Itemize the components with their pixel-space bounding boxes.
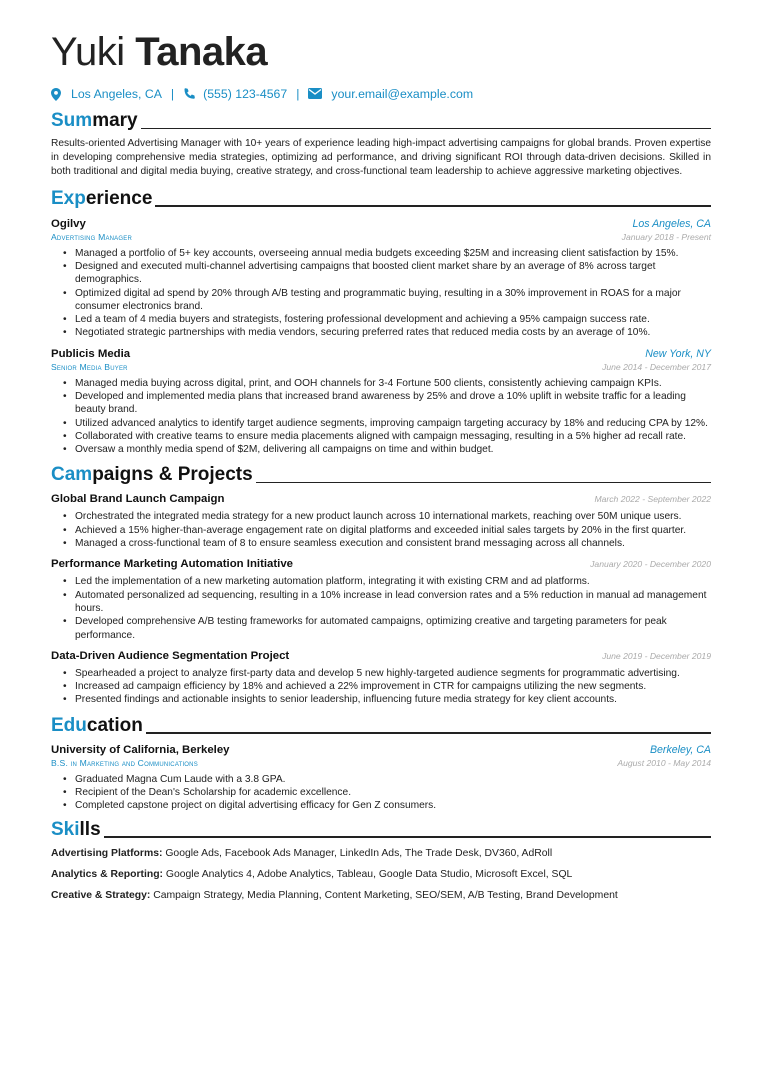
- location-text: Los Angeles, CA: [71, 87, 162, 101]
- envelope-icon: [308, 88, 326, 101]
- section-rule: [256, 482, 711, 483]
- bullet-list: [63, 510, 711, 550]
- degree: B.S. in Marketing and Communications: [51, 757, 198, 768]
- section-rule: [146, 732, 711, 733]
- contact-row: [51, 86, 711, 102]
- project-dates: June 2019 - December 2019: [602, 650, 711, 661]
- section-rule: [104, 836, 711, 837]
- project-entry: [51, 493, 711, 550]
- bullet-list: [63, 377, 711, 457]
- bullet-item: • Utilized advanced analytics to identify target audience segments, improving campaign targeting accuracy by 18% and reducing CPA by 12%.: [63, 417, 711, 430]
- skills-list: [51, 847, 711, 903]
- section-title: [51, 464, 253, 486]
- skill-values: Google Analytics 4, Adobe Analytics, Tableau, Google Data Studio, Microsoft Excel, SQL: [165, 868, 573, 880]
- bullet-item: • Increased ad campaign efficiency by 18% and achieved a 22% improvement in CTR for campaigns utilizing the new segments.: [63, 680, 711, 693]
- last-name: Tanaka: [135, 30, 268, 74]
- bullet-item: • Collaborated with creative teams to ensure media placements aligned with campaign messaging, resulting in a 5% higher ad recall rate.: [63, 430, 711, 443]
- skill-category: Creative & Strategy:: [51, 889, 151, 901]
- section-header-summary: [51, 110, 711, 132]
- project-dates: March 2022 - September 2022: [594, 494, 711, 505]
- skill-category: Advertising Platforms:: [51, 847, 163, 859]
- section-title-rest: erience: [85, 187, 153, 209]
- project-title: Data-Driven Audience Segmentation Project: [51, 649, 290, 662]
- contact-phone[interactable]: [183, 87, 287, 101]
- job-location: Los Angeles, CA: [632, 217, 711, 230]
- bullet-item: • Graduated Magna Cum Laude with a 3.8 GPA.: [63, 773, 711, 786]
- bullet-item: • Recipient of the Dean's Scholarship for academic excellence.: [63, 786, 711, 799]
- map-marker-icon: [51, 88, 66, 101]
- bullet-item: • Developed comprehensive A/B testing frameworks for automated campaigns, optimizing creative and targeting parameters for peak performance.: [63, 615, 711, 642]
- bullet-item: • Led a team of 4 media buyers and strategists, fostering professional development and achieving a 95% campaign success rate.: [63, 313, 711, 326]
- bullet-list: [63, 667, 711, 707]
- section-header-projects: [51, 464, 711, 486]
- skill-values: Google Ads, Facebook Ads Manager, LinkedIn Ads, The Trade Desk, DV360, AdRoll: [165, 847, 553, 859]
- section-rule: [141, 128, 711, 129]
- bullet-item: • Presented findings and actionable insights to senior leadership, influencing future media strategy for key client accounts.: [63, 693, 711, 706]
- bullet-item: • Negotiated strategic partnerships with media vendors, securing preferred rates that reduced media costs by an average of 10%.: [63, 326, 711, 339]
- bullet-item: • Optimized digital ad spend by 20% through A/B testing and programmatic buying, resulting in a 30% improvement in ROAS for a major consumer electronics brand.: [63, 287, 711, 314]
- bullet-item: • Managed a cross-functional team of 8 to ensure seamless execution and consistent brand messaging across all channels.: [63, 537, 711, 550]
- section-title-accent: Exp: [51, 187, 86, 209]
- skill-line: [51, 868, 711, 882]
- phone-text[interactable]: (555) 123-4567: [203, 87, 288, 101]
- section-title-rest: paigns & Projects: [92, 464, 253, 486]
- skill-values: Campaign Strategy, Media Planning, Content Marketing, SEO/SEM, A/B Testing, Brand Development: [153, 889, 618, 901]
- school-location: Berkeley, CA: [649, 743, 711, 756]
- contact-separator: |: [296, 87, 300, 101]
- contact-email[interactable]: [308, 87, 473, 101]
- section-title: [51, 715, 143, 737]
- bullet-item: • Spearheaded a project to analyze first-party data and develop 5 new highly-targeted audience segments for programmatic advertising.: [63, 667, 711, 680]
- job-role: Senior Media Buyer: [51, 361, 128, 372]
- job-dates: January 2018 - Present: [621, 231, 711, 242]
- project-entry: [51, 650, 711, 707]
- bullet-item: • Completed capstone project on digital advertising efficacy for Gen Z consumers.: [63, 799, 711, 812]
- company-name: Publicis Media: [51, 347, 131, 360]
- job-dates: June 2014 - December 2017: [602, 361, 711, 372]
- bullet-item: • Managed a portfolio of 5+ key accounts, overseeing annual media budgets exceeding $25M and increasing client satisfaction by 15%.: [63, 247, 711, 260]
- education-entry: [51, 744, 711, 813]
- bullet-item: • Oversaw a monthly media spend of $2M, delivering all campaigns on time and within budget.: [63, 443, 711, 456]
- phone-icon: [183, 88, 198, 101]
- section-title-accent: Ski: [51, 818, 80, 840]
- skill-line: [51, 889, 711, 903]
- skill-category: Analytics & Reporting:: [51, 868, 163, 880]
- project-title: Performance Marketing Automation Initiative: [51, 558, 293, 571]
- bullet-item: • Designed and executed multi-channel advertising campaigns that boosted client market share by an average of 8% across target demographics.: [63, 260, 711, 287]
- contact-separator: |: [170, 87, 175, 101]
- project-entry: [51, 558, 711, 641]
- school-name: University of California, Berkeley: [51, 743, 230, 756]
- bullet-item: • Achieved a 15% higher-than-average engagement rate on digital platforms and exceeded initial sales targets by 20% in the first quarter.: [63, 524, 711, 537]
- bullet-item: • Automated personalized ad sequencing, resulting in a 10% increase in lead conversion rates and a 5% reduction in manual ad management hours.: [63, 589, 711, 616]
- project-title: Global Brand Launch Campaign: [51, 493, 225, 506]
- section-title: [51, 110, 138, 132]
- skill-line: [51, 847, 711, 861]
- company-name: Ogilvy: [51, 217, 86, 230]
- bullet-item: • Orchestrated the integrated media strategy for a new product launch across 10 international markets, reaching over 50M unique users.: [63, 510, 711, 523]
- section-title-rest: cation: [86, 714, 143, 736]
- job-role: Advertising Manager: [51, 231, 132, 242]
- section-header-experience: [51, 188, 711, 210]
- section-title: [51, 188, 152, 210]
- candidate-name: [51, 30, 711, 76]
- section-header-education: [51, 715, 711, 737]
- section-title-accent: Cam: [51, 464, 93, 486]
- email-link[interactable]: your.email@example.com: [331, 87, 474, 101]
- resume-page: [51, 30, 711, 903]
- bullet-item: • Led the implementation of a new marketing automation platform, integrating it with existing CRM and ad platforms.: [63, 575, 711, 588]
- education-dates: August 2010 - May 2014: [617, 757, 711, 768]
- contact-location: [51, 87, 162, 101]
- first-name: Yuki: [51, 30, 125, 74]
- experience-entry: [51, 218, 711, 340]
- bullet-list: [63, 575, 711, 641]
- bullet-item: • Managed media buying across digital, print, and OOH channels for 3-4 Fortune 500 clients, consistently achieving campaign KPIs.: [63, 377, 711, 390]
- section-header-skills: [51, 819, 711, 841]
- bullet-list: [63, 773, 711, 813]
- experience-entry: [51, 348, 711, 457]
- section-rule: [155, 205, 711, 206]
- section-title-rest: lls: [79, 818, 101, 840]
- bullet-list: [63, 247, 711, 340]
- job-location: New York, NY: [645, 347, 711, 360]
- bullet-item: • Developed and implemented media plans that increased brand awareness by 25% and drove a 10% uplift in website traffic for a leading beauty brand.: [63, 390, 711, 417]
- project-dates: January 2020 - December 2020: [590, 559, 711, 570]
- section-title-rest: mary: [92, 110, 138, 131]
- section-title: [51, 819, 101, 841]
- section-title-accent: Edu: [51, 714, 87, 736]
- summary-paragraph: Results-oriented Advertising Manager with 10+ years of experience leading high-impact advertising campaigns for global brands. Proven expertise in developing comprehensive media strategies, optimizing ad performance, and driving significant ROI through data-driven decisions. Skilled in both traditional and digital media buying, creative strategy, and cross-functional team leadership to achieve aggressive marketing objectives.: [51, 138, 711, 178]
- section-title-accent: Sum: [51, 110, 93, 131]
